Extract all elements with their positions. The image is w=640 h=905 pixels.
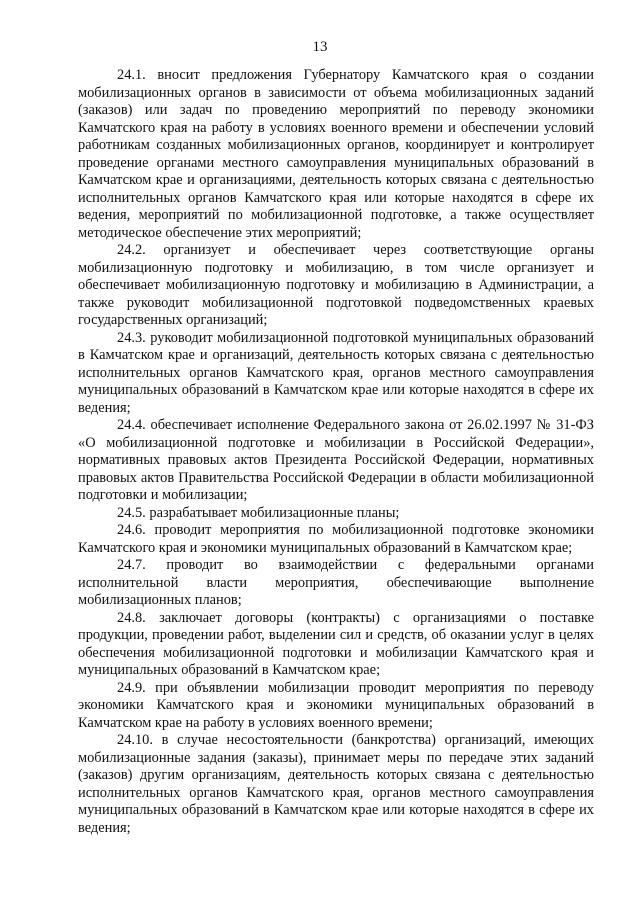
page-number: 13 [312,39,328,55]
paragraph-24-2: 24.2. организует и обеспечивает через соответствующие органы мобилизационную подготовку и мобилизацию, в том числе организует и обеспечивает мобилизационную подготовку и мобилизацию в Администрации, а также руководит мобилизационной подготовкой подведомственных краевых государственных организаций; [78,242,594,328]
paragraph-24-8: 24.8. заключает договоры (контракты) с организациями о поставке продукции, проведении работ, выделении сил и средств, об оказании услуг в целях обеспечения мобилизационной подготовки и мобилизации Камчатского края и муниципальных образований в Камчатском крае; [78,609,594,678]
paragraph-24-9: 24.9. при объявлении мобилизации проводит мероприятия по переводу экономики Камчатского края и экономики муниципальных образований в Камчатском крае на работу в условиях военного времени; [78,679,594,731]
paragraph-24-5: 24.5. разрабатывает мобилизационные планы; [117,504,400,521]
paragraph-24-7: 24.7. проводит во взаимодействии с федеральными органами исполнительной власти мероприятия, обеспечивающие выполнение мобилизационных планов; [78,557,594,608]
paragraph-24-3: 24.3. руководит мобилизационной подготовкой муниципальных образований в Камчатском крае и организаций, деятельность которых связана с деятельностью исполнительных органов Камчатского края, органов местного самоуправления муниципальных образований в Камчатском крае или которые находятся в сфере их ведения; [78,329,594,416]
paragraph-24-4: 24.4. обеспечивает исполнение Федерального закона от 26.02.1997 № 31-ФЗ «О мобилизационной подготовке и мобилизации в Российской Федерации», нормативных правовых актов Президента Российской Федерации, нормативных правовых актов Правительства Российской Федерации в области мобилизационной подготовки и мобилизации; [78,417,594,503]
paragraph-24-10: 24.10. в случае несостоятельности (банкротства) организаций, имеющих мобилизационные задания (заказы), принимает меры по передаче этих заданий (заказов) другим организациям, деятельность которых связана с деятельностью исполнительных органов Камчатского края, органов местного самоуправления муниципальных образований в Камчатском крае или которые находятся в сфере их ведения; [78,732,594,836]
document-body [78,67,594,837]
paragraph-24-1: 24.1. вносит предложения Губернатору Камчатского края о создании мобилизационных органов в зависимости от объема мобилизационных заданий (заказов) или задач по проведению мероприятий по переводу экономики Камчатского края на работу в условиях военного времени и обеспечении условий работникам созданных мобилизационных органов, координирует и контролирует проведение органами местного самоуправления муниципальных образований в Камчатском крае и организациями, деятельность которых связана с деятельностью исполнительных органов Камчатского края или которые находятся в сфере их ведения, мероприятий по мобилизационной подготовке, а также осуществляет методическое обеспечение этих мероприятий; [78,67,594,241]
paragraph-24-6: 24.6. проводит мероприятия по мобилизационной подготовке экономики Камчатского края и экономики муниципальных образований в Камчатском крае; [78,522,594,556]
